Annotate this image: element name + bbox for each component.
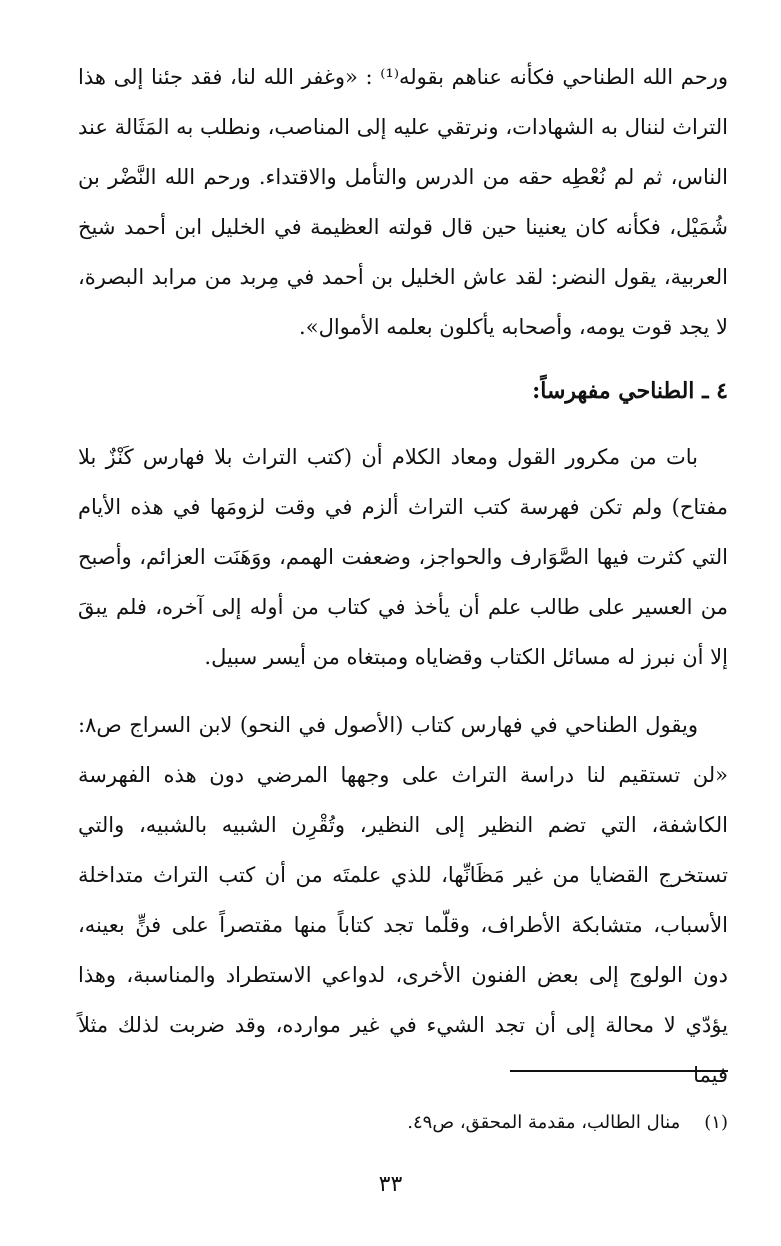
page-number: ٣٣ (378, 1172, 403, 1197)
footnote-text: منال الطالب، مقدمة المحقق، ص٤٩. (407, 1112, 681, 1133)
paragraph-1: ورحم الله الطناحي فكأنه عناهم بقوله⁽¹⁾ : «وغفر الله لنا، فقد جئنا إلى هذا التراث لننال به الشهادات، ونرتقي عليه إلى المناصب، ونطلب به المَثَالة عند الناس، ثم لم نُعْطِه حقه من الدرس والتأمل والاقتداء. ورحم الله النَّضْر بن شُمَيْل، فكأنه كان يعنينا حين قال قولته العظيمة في الخليل ابن أحمد شيخ العربية، يقول النضر: لقد عاش الخليل بن أحمد في مِربد من مرابد البصرة، لا يجد قوت يومه، وأصحابه يأكلون بعلمه الأموال». (78, 65, 729, 339)
section-heading: ٤ ـ الطناحي مفهرساً: (532, 378, 728, 404)
page-body (78, 52, 728, 1100)
footnote-number: (١) (704, 1112, 728, 1133)
footnote-divider (510, 1070, 728, 1072)
paragraph-3: ويقول الطناحي في فهارس كتاب (الأصول في النحو) لابن السراج ص٨: «لن تستقيم لنا دراسة التراث على وجهها المرضي دون هذه الفهرسة الكاشفة، التي تضم النظير إلى النظير، وتُقْرِن الشبيه بالشبيه، والتي تستخرج القضايا من غير مَظَانِّها، للذي علمتَه من أن كتب التراث متداخلة الأسباب، متشابكة الأطراف، وقلّما تجد كتاباً منها مقتصراً على فنٍّ بعينه، دون الولوج إلى بعض الفنون الأخرى، لدواعي الاستطراد والمناسبة، وهذا يؤدّي لا محالة إلى أن تجد الشيء في غير موارده، وقد ضربت لذلك مثلاً فيما (78, 713, 728, 1087)
footnote (78, 1108, 728, 1138)
paragraph-2: بات من مكرور القول ومعاد الكلام أن (كتب التراث بلا فهارس كَنْزٌ بلا مفتاح) ولم تكن فهرسة كتب التراث ألزم في وقت لزومَها في هذه الأيام التي كثرت فيها الصَّوَارف والحواجز، وضعفت الهمم، ووَهَنَت العزائم، وأصبح من العسير على طالب علم أن يأخذ في كتاب من أوله إلى آخره، فلم يبقَ إلا أن نبرز له مسائل الكتاب وقضاياه ومبتغاه من أيسر سبيل. (78, 445, 728, 669)
